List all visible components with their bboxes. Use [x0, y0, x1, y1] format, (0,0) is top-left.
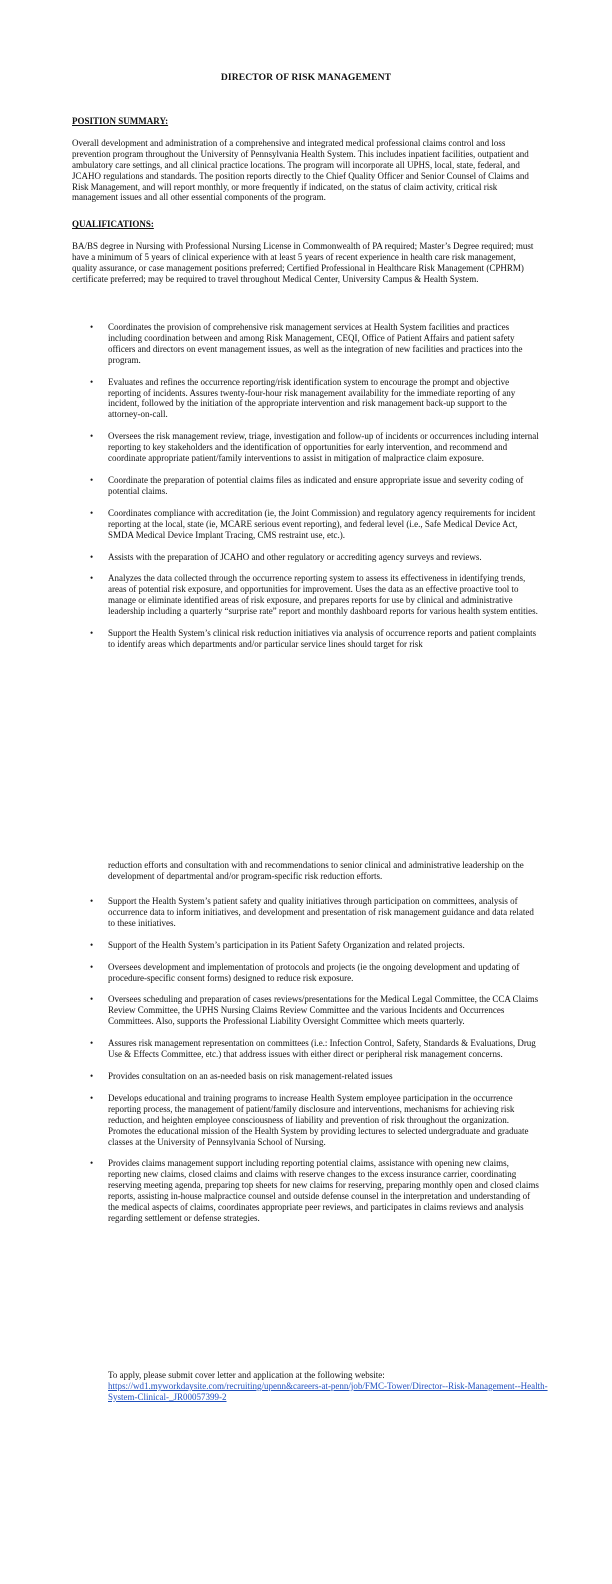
- list-item: • Coordinate the preparation of potential claims files as indicated and ensure appropriate issue and severity coding of potential claims.: [90, 474, 524, 496]
- responsibilities-list-1: [72, 322, 540, 650]
- bullet-icon: •: [90, 628, 94, 639]
- position-summary-section: [72, 116, 540, 203]
- list-item: • Assures risk management representation on committees (i.e.: Infection Control, Safety, Standards & Evaluations, Drug Use & Effects Committee, etc.) that address issues with either direct or peripheral risk management concerns.: [90, 1038, 536, 1060]
- bullet-icon: •: [90, 376, 94, 387]
- bullet-icon: •: [90, 573, 94, 584]
- apply-section: [108, 1370, 548, 1403]
- bullet-icon: •: [90, 431, 94, 442]
- list-item: • Support of the Health System’s participation in its Patient Safety Organization and related projects.: [90, 939, 465, 950]
- apply-link[interactable]: https://wd1.myworkdaysite.com/recruiting/upenn&careers-at-penn/job/FMC-Tower/Director--Risk-Management--Health-System-Clinical-_JR00057399-2: [108, 1380, 548, 1402]
- continuation-text: reduction efforts and consultation with and recommendations to senior clinical and administrative leadership on the development of departmental and/or program-specific risk reduction efforts.: [108, 860, 524, 881]
- bullet-icon: •: [90, 961, 94, 972]
- bullet-icon: •: [90, 507, 94, 518]
- bullet-icon: •: [90, 896, 94, 906]
- qualifications-heading: QUALIFICATIONS:: [72, 219, 154, 229]
- list-item: • Develops educational and training programs to increase Health System employee participation in the occurrence reporting process, the management of patient/family disclosure and interventions, mechanisms for achieving risk reduction, and heighten employee consciousness of liability and prevention of risk throughout the organization. Promotes the educational mission of the Health System by providing lectures to selected undergraduate and graduate classes at the University of Pennsylvania School of Nursing.: [90, 1092, 529, 1147]
- list-item: • Oversees scheduling and preparation of cases reviews/presentations for the Medical Legal Committee, the CCA Claims Review Committee, the UPHS Nursing Claims Review Committee and the various Incidents and Occurrences Committees. Also, supports the Professional Liability Oversight Committee which meets quarterly.: [90, 994, 539, 1027]
- list-item: • Support the Health System’s patient safety and quality initiatives through participation on committees, analysis of occurrence data to inform initiatives, and development and presentation of risk management guidance and data related to these initiatives.: [90, 896, 534, 928]
- list-item: • Provides claims management support including reporting potential claims, assistance with opening new claims, reporting new claims, closed claims and claims with reserve changes to the excess insurance carrier, coordinating reserving meeting agenda, preparing top sheets for new claims for reserving, preparing monthly open and closed claims reports, assisting in-house malpractice counsel and outside defense counsel in the interpretation and understanding of the medical aspects of claims, coordinates appropriate peer reviews, and participates in claims reviews and analysis regarding settlement or defense strategies.: [90, 1158, 539, 1223]
- bullet-icon: •: [90, 1038, 94, 1049]
- qualifications-text: BA/BS degree in Nursing with Professional Nursing License in Commonwealth of PA required; Master’s Degree required; must have a minimum of 5 years of clinical experience with at least 5 years of recent experience in health care risk management, quality assurance, or case management positions preferred; Certified Professional in Healthcare Risk Management (CPHRM) certificate preferred; may be required to travel throughout Medical Center, University Campus & Health System.: [72, 240, 534, 284]
- bullet-icon: •: [90, 1158, 94, 1169]
- bullet-icon: •: [90, 939, 94, 950]
- list-item: • Oversees the risk management review, triage, investigation and follow-up of incidents or occurrences including internal reporting to key stakeholders and the identification of opportunities for early intervention, and recommend and coordinate appropriate patient/family interventions to assist in mitigation of malpractice claim exposure.: [90, 431, 539, 464]
- list-item: • Oversees development and implementation of protocols and projects (ie the ongoing development and updating of procedure-specific consent forms) designed to reduce risk exposure.: [90, 961, 520, 983]
- responsibilities-list-2: [72, 896, 540, 1224]
- position-summary-heading: POSITION SUMMARY:: [72, 116, 169, 126]
- bullet-icon: •: [90, 474, 94, 485]
- bullet-icon: •: [90, 322, 94, 332]
- qualifications-section: [72, 219, 540, 285]
- bullet-icon: •: [90, 994, 94, 1005]
- list-item: • Analyzes the data collected through the occurrence reporting system to assess its effectiveness in identifying trends, areas of potential risk exposure, and opportunities for improvement. Uses the data as an effective proactive tool to manage or eliminate identified areas of risk exposure, and prepares reports for use by clinical and administrative leadership including a quarterly “surprise rate” report and monthly dashboard reports for various health system entities.: [90, 573, 538, 617]
- apply-text: To apply, please submit cover letter and application at the following website:: [108, 1370, 385, 1380]
- bullet-icon: •: [90, 1070, 94, 1081]
- list-item: • Provides consultation on an as-needed basis on risk management-related issues: [90, 1070, 393, 1081]
- list-item: • Coordinates compliance with accreditation (ie, the Joint Commission) and regulatory agency requirements for incident reporting at the local, state (ie, MCARE serious event reporting), and federal level (i.e., Safe Medical Device Act, SMDA Medical Device Implant Tracing, CMS restraint use, etc.).: [90, 507, 536, 540]
- list-item: • Assists with the preparation of JCAHO and other regulatory or accrediting agency surveys and reviews.: [90, 551, 482, 562]
- document-title: DIRECTOR OF RISK MANAGEMENT: [220, 72, 392, 83]
- list-item: • Coordinates the provision of comprehensive risk management services at Health System facilities and practices including coordination between and among Risk Management, CEQI, Office of Patient Affairs and patient safety officers and directors on event management issues, as well as the integration of new facilities and practices into the program.: [90, 322, 523, 365]
- list-item: • Evaluates and refines the occurrence reporting/risk identification system to encourage the prompt and objective reporting of incidents. Assures twenty-four-hour risk management availability for the immediate reporting of any incident, followed by the initiation of the appropriate intervention and risk management back-up support to the attorney-on-call.: [90, 376, 516, 420]
- position-summary-text: Overall development and administration of a comprehensive and integrated medical professional claims control and loss prevention program throughout the University of Pennsylvania Health System. This includes inpatient facilities, outpatient and ambulatory care settings, and all clinical practice locations. The program will incorporate all UPHS, local, state, federal, and JCAHO regulations and standards. The position reports directly to the Chief Quality Officer and Senior Counsel of Claims and Risk Management, and will report monthly, or more frequently if indicated, on the status of claim activity, critical risk management issues and all other essential components of the program.: [72, 137, 529, 203]
- bullet-icon: •: [90, 1092, 94, 1103]
- list-item: • Support the Health System’s clinical risk reduction initiatives via analysis of occurrence reports and patient complaints to identify areas which departments and/or particular service lines should target for risk: [90, 628, 537, 649]
- bullet-icon: •: [90, 551, 94, 562]
